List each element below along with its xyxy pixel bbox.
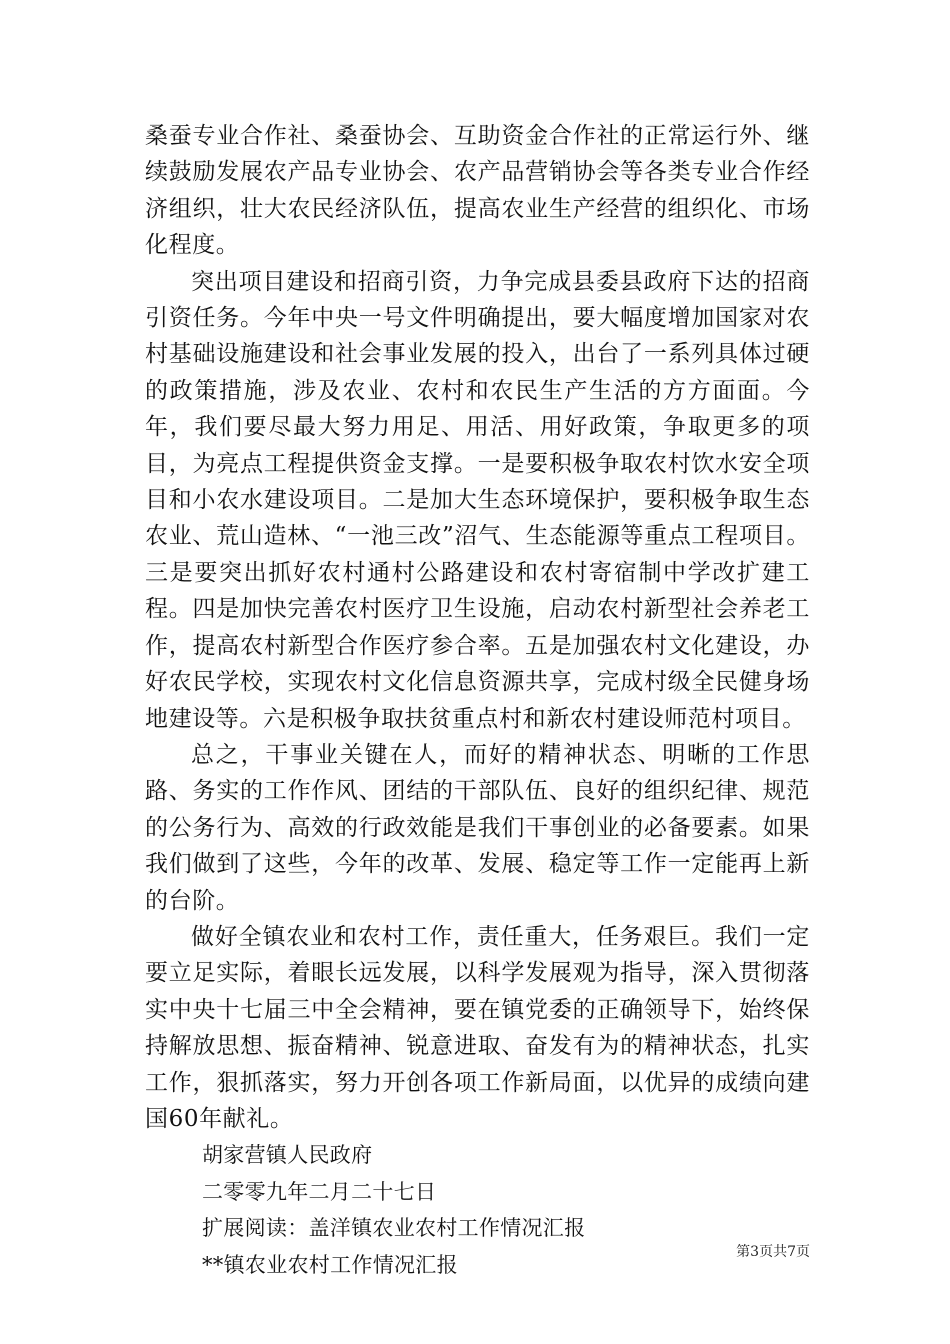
signature-organization: 胡家营镇人民政府 (202, 1143, 373, 1168)
paragraph-summary: 总之，干事业关键在人，而好的精神状态、明晰的工作思路、务实的工作作风、团结的干部队伍、良好的组织纪律、规范的公务行为、高效的行政效能是我们干事创业的必备要素。如果我们做到了这些，今年的改革、发展、稳定等工作一定能再上新的台阶。 (145, 741, 810, 914)
paragraph-conclusion: 做好全镇农业和农村工作，责任重大，任务艰巨。我们一定要立足实际，着眼长远发展，以科学发展观为指导，深入贯彻落实中央十七届三中全会精神，要在镇党委的正确领导下，始终保持解放思想、振奋精神、锐意进取、奋发有为的精神状态，扎实工作，狠抓落实，努力开创各项工作新局面，以优异的成绩向建国60年献礼。 (145, 923, 810, 1132)
extended-reading-label: 扩展阅读：盖洋镇农业农村工作情况汇报 (202, 1216, 586, 1241)
paragraph-cooperatives: 桑蚕专业合作社、桑蚕协会、互助资金合作社的正常运行外、继续鼓励发展农产品专业协会、农产品营销协会等各类专业合作经济组织，壮大农民经济队伍，提高农业生产经营的组织化、市场化程度。 (145, 123, 810, 259)
document-body (145, 118, 810, 1283)
paragraph-projects: 突出项目建设和招商引资，力争完成县委县政府下达的招商引资任务。今年中央一号文件明确提出，要大幅度增加国家对农村基础设施建设和社会事业发展的投入，出台了一系列具体过硬的政策措施，涉及农业、农村和农民生产生活的方方面面。今年，我们要尽最大努力用足、用活、用好政策，争取更多的项目，为亮点工程提供资金支撑。一是要积极争取农村饮水安全项目和小农水建设项目。二是加大生态环境保护，要积极争取生态农业、荒山造林、“一池三改”沼气、生态能源等重点工程项目。三是要突出抓好农村通村公路建设和农村寄宿制中学改扩建工程。四是加快完善农村医疗卫生设施，启动农村新型社会养老工作，提高农村新型合作医疗参合率。五是加强农村文化建设，办好农民学校，实现农村文化信息资源共享，完成村级全民健身场地建设等。六是积极争取扶贫重点村和新农村建设师范村项目。 (145, 268, 810, 732)
page-number: 第3页共7页 (736, 1244, 810, 1260)
extended-reading-title: **镇农业农村工作情况汇报 (202, 1252, 458, 1277)
signature-date: 二零零九年二月二十七日 (202, 1179, 437, 1204)
